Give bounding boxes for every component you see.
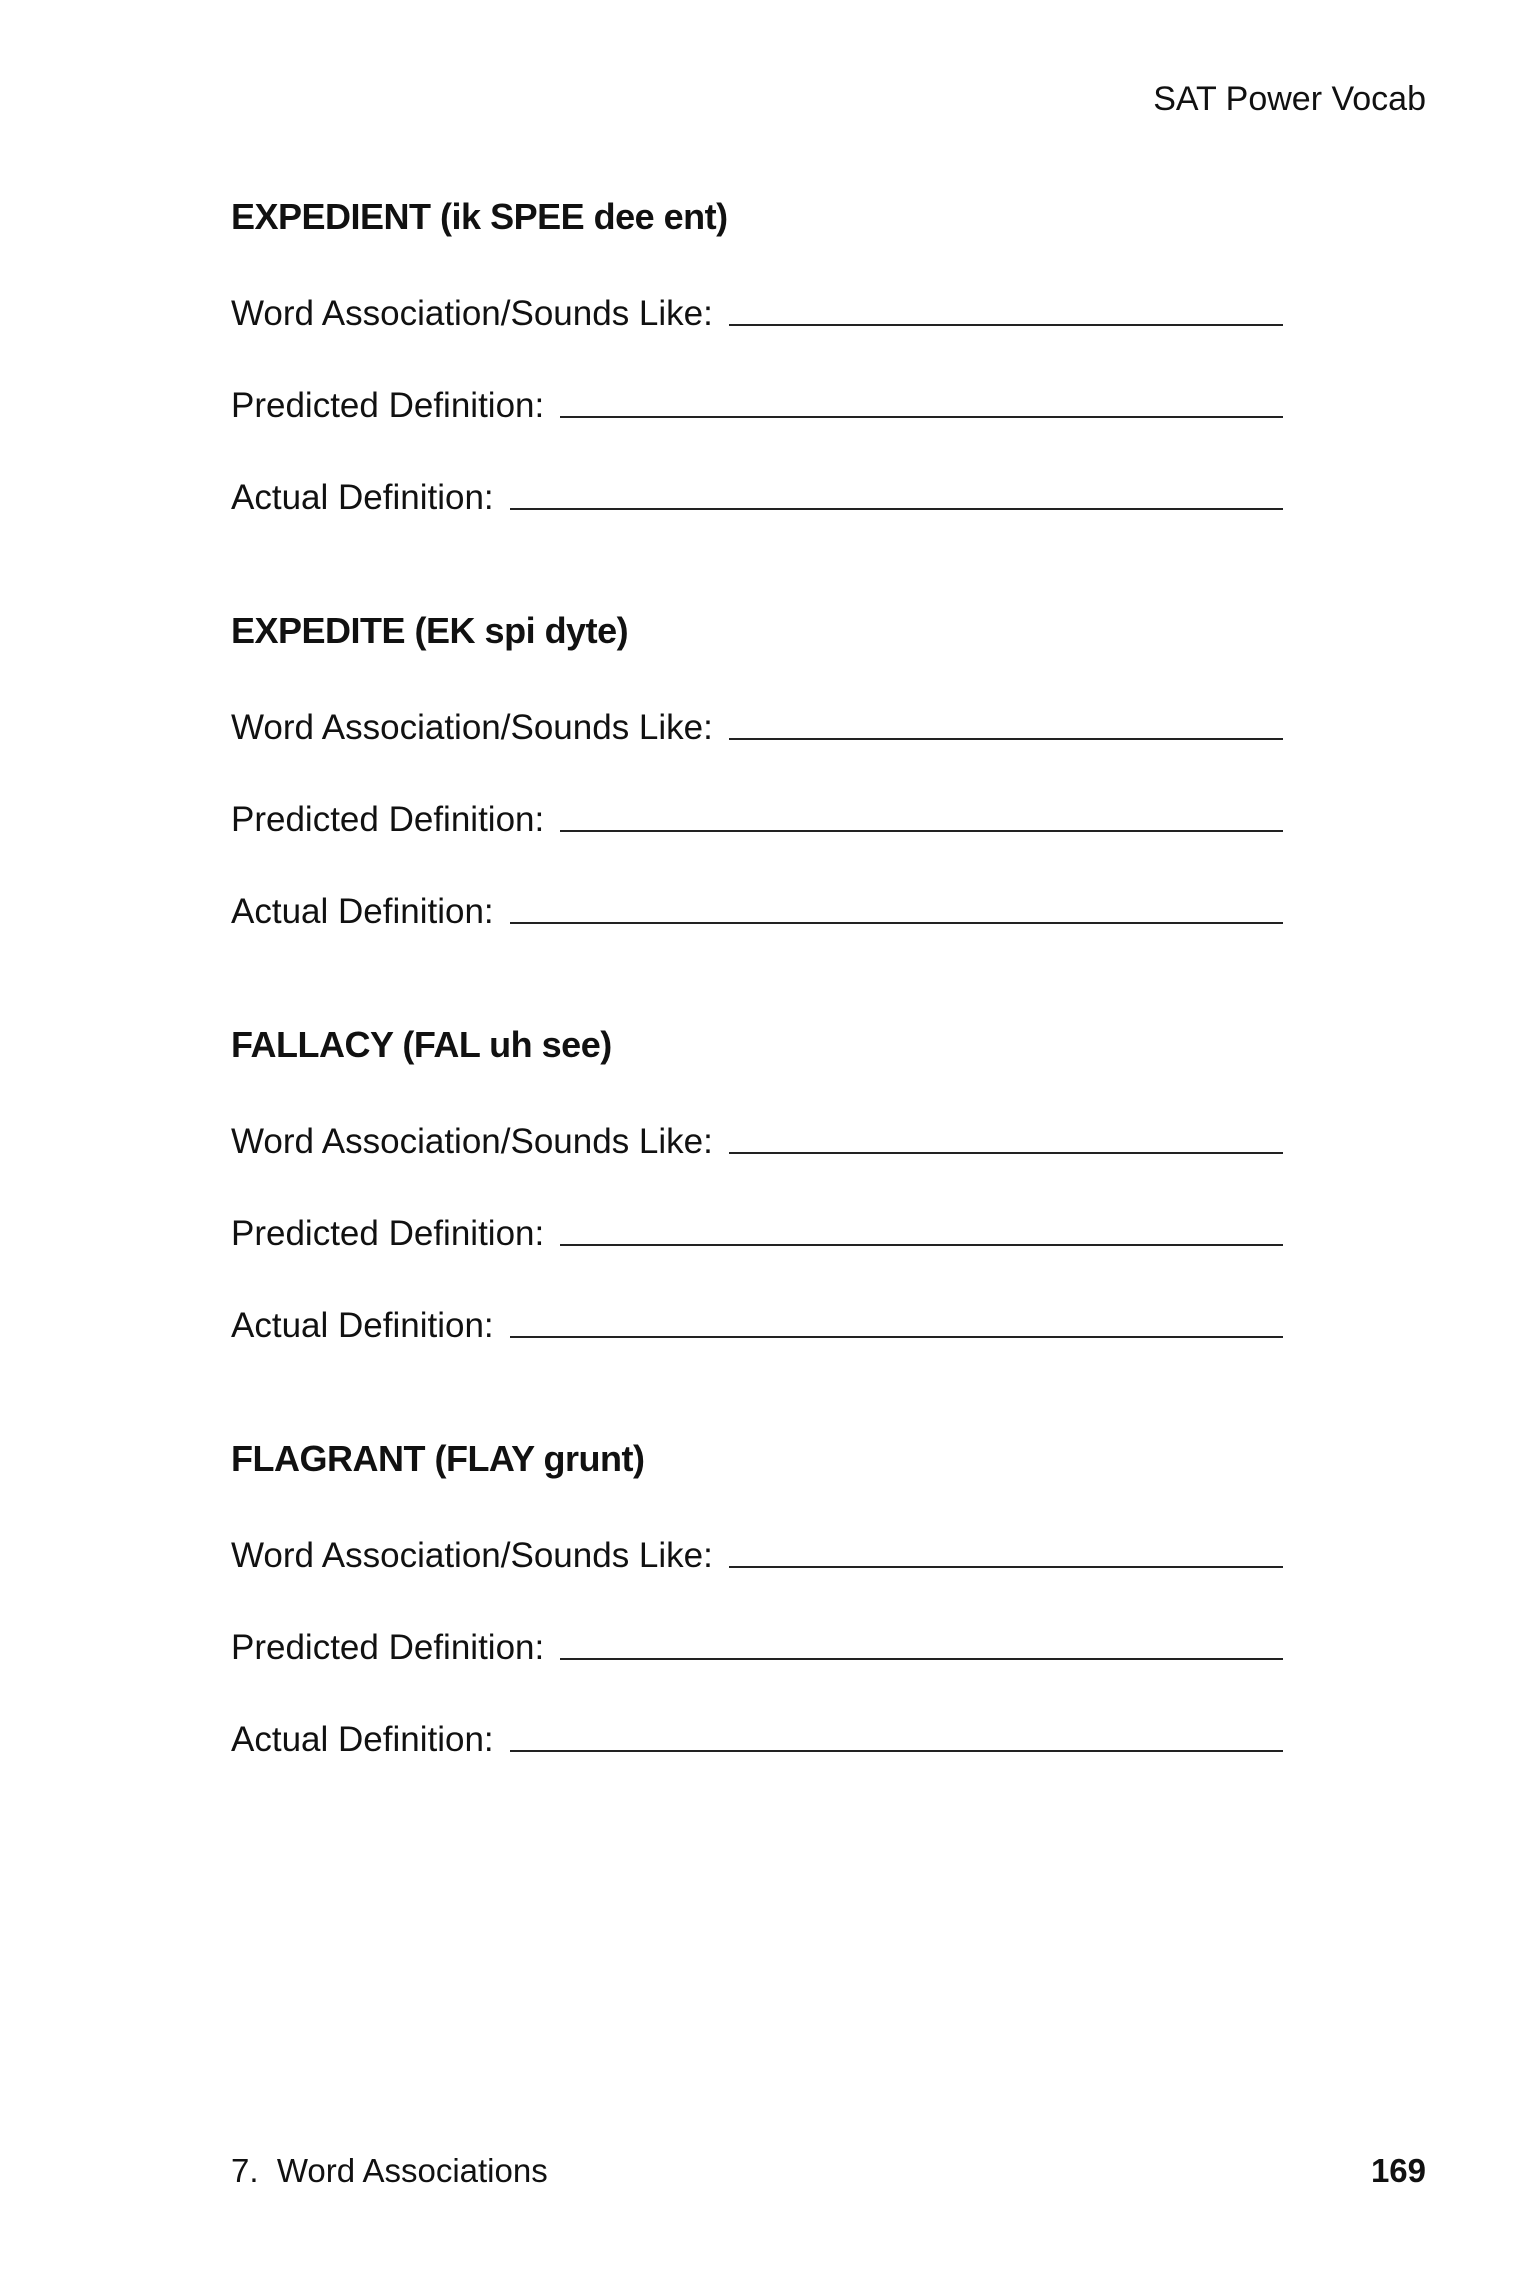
page-number: 169 — [1370, 2152, 1426, 2189]
predicted-definition-row — [231, 376, 1283, 426]
field-label: Actual Definition: — [231, 892, 494, 931]
predicted-definition-blank[interactable] — [560, 830, 1283, 832]
word-association-row — [231, 284, 1283, 334]
word-association-blank[interactable] — [729, 324, 1283, 326]
word-association-row — [231, 1526, 1283, 1576]
field-label: Predicted Definition: — [231, 800, 545, 839]
field-label: Actual Definition: — [231, 1306, 494, 1345]
entry-heading: FALLACY (FAL uh see) — [231, 1024, 612, 1065]
field-label: Predicted Definition: — [231, 1214, 545, 1253]
field-label: Actual Definition: — [231, 1720, 494, 1759]
field-label: Word Association/Sounds Like: — [231, 1122, 713, 1161]
field-label: Word Association/Sounds Like: — [231, 708, 713, 747]
field-label: Predicted Definition: — [231, 386, 545, 425]
entry-heading: EXPEDITE (EK spi dyte) — [231, 610, 629, 651]
entry-heading: EXPEDIENT (ik SPEE dee ent) — [231, 196, 728, 237]
predicted-definition-row — [231, 1204, 1283, 1254]
actual-definition-blank[interactable] — [510, 1750, 1283, 1752]
actual-definition-blank[interactable] — [510, 508, 1283, 510]
predicted-definition-row — [231, 790, 1283, 840]
page-footer — [231, 2152, 1426, 2190]
actual-definition-row — [231, 468, 1283, 518]
vocab-entry — [231, 1434, 1283, 1760]
word-association-blank[interactable] — [729, 1152, 1283, 1154]
vocab-entry — [231, 192, 1283, 518]
actual-definition-row — [231, 1710, 1283, 1760]
running-header: SAT Power Vocab — [1153, 80, 1426, 118]
predicted-definition-blank[interactable] — [560, 416, 1283, 418]
field-label: Word Association/Sounds Like: — [231, 294, 713, 333]
actual-definition-row — [231, 882, 1283, 932]
word-association-blank[interactable] — [729, 738, 1283, 740]
field-label: Actual Definition: — [231, 478, 494, 517]
entry-heading: FLAGRANT (FLAY grunt) — [231, 1438, 645, 1479]
predicted-definition-blank[interactable] — [560, 1244, 1283, 1246]
field-label: Predicted Definition: — [231, 1628, 545, 1667]
actual-definition-row — [231, 1296, 1283, 1346]
actual-definition-blank[interactable] — [510, 922, 1283, 924]
predicted-definition-row — [231, 1618, 1283, 1668]
field-label: Word Association/Sounds Like: — [231, 1536, 713, 1575]
predicted-definition-blank[interactable] — [560, 1658, 1283, 1660]
actual-definition-blank[interactable] — [510, 1336, 1283, 1338]
vocab-entry — [231, 606, 1283, 932]
word-association-row — [231, 1112, 1283, 1162]
word-association-blank[interactable] — [729, 1566, 1283, 1568]
vocab-entry — [231, 1020, 1283, 1346]
word-association-row — [231, 698, 1283, 748]
chapter-title: 7. Word Associations — [231, 2152, 548, 2189]
